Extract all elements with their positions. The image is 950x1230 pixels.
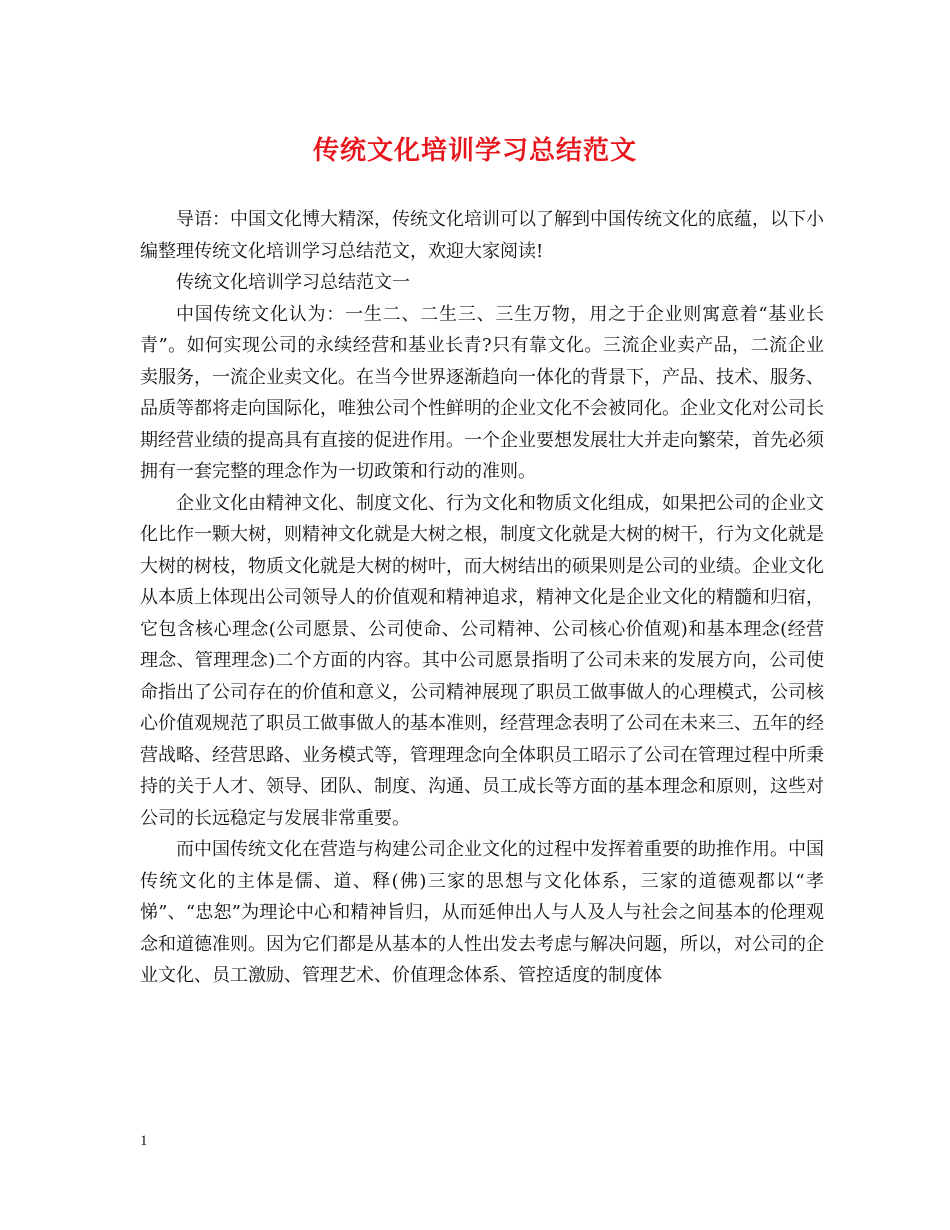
body-paragraph: 企业文化由精神文化、制度文化、行为文化和物质文化组成，如果把公司的企业文化比作一颗大树，则精神文化就是大树之根，制度文化就是大树的树干，行为文化就是大树的树枝，物质文化就是大树的树叶，而大树结出的硕果则是公司的业绩。企业文化从本质上体现出公司领导人的价值观和精神追求，精神文化是企业文化的精髓和归宿，它包含核心理念(公司愿景、公司使命、公司精神、公司核心价值观)和基本理念(经营理念、管理理念)二个方面的内容。其中公司愿景指明了公司未来的发展方向，公司使命指出了公司存在的价值和意义，公司精神展现了职员工做事做人的心理模式，公司核心价值观规范了职员工做事做人的基本准则，经营理念表明了公司在未来三、五年的经营战略、经营思路、业务模式等，管理理念向全体职员工昭示了公司在管理过程中所秉持的关于人才、领导、团队、制度、沟通、员工成长等方面的基本理念和原则，这些对公司的长远稳定与发展非常重要。 bbox=[140, 492, 824, 829]
document-title: 传统文化培训学习总结范文 bbox=[312, 136, 637, 166]
body-paragraph: 中国传统文化认为：一生二、二生三、三生万物，用之于企业则寓意着“基业长青”。如何实现公司的永续经营和基业长青?只有靠文化。三流企业卖产品，二流企业卖服务，一流企业卖文化。在当今世界逐渐趋向一体化的背景下，产品、技术、服务、品质等都将走向国际化，唯独公司个性鲜明的企业文化不会被同化。企业文化对公司长期经营业绩的提高具有直接的促进作用。一个企业要想发展壮大并走向繁荣，首先必须拥有一套完整的理念作为一切政策和行动的准则。 bbox=[140, 303, 824, 482]
body-paragraph: 而中国传统文化在营造与构建公司企业文化的过程中发挥着重要的助推作用。中国传统文化的主体是儒、道、释(佛)三家的思想与文化体系，三家的道德观都以“孝悌”、“忠恕”为理论中心和精神旨归，从而延伸出人与人及人与社会之间基本的伦理观念和道德准则。因为它们都是从基本的人性出发去考虑与解决问题，所以，对公司的企业文化、员工激励、管理艺术、价值理念体系、管控适度的制度体 bbox=[140, 839, 824, 986]
page-number: 1 bbox=[140, 1133, 148, 1149]
section-heading: 传统文化培训学习总结范文一 bbox=[176, 272, 410, 293]
intro-paragraph: 导语：中国文化博大精深，传统文化培训可以了解到中国传统文化的底蕴，以下小编整理传统文化培训学习总结范文，欢迎大家阅读! bbox=[140, 209, 824, 262]
document-body bbox=[140, 204, 824, 992]
